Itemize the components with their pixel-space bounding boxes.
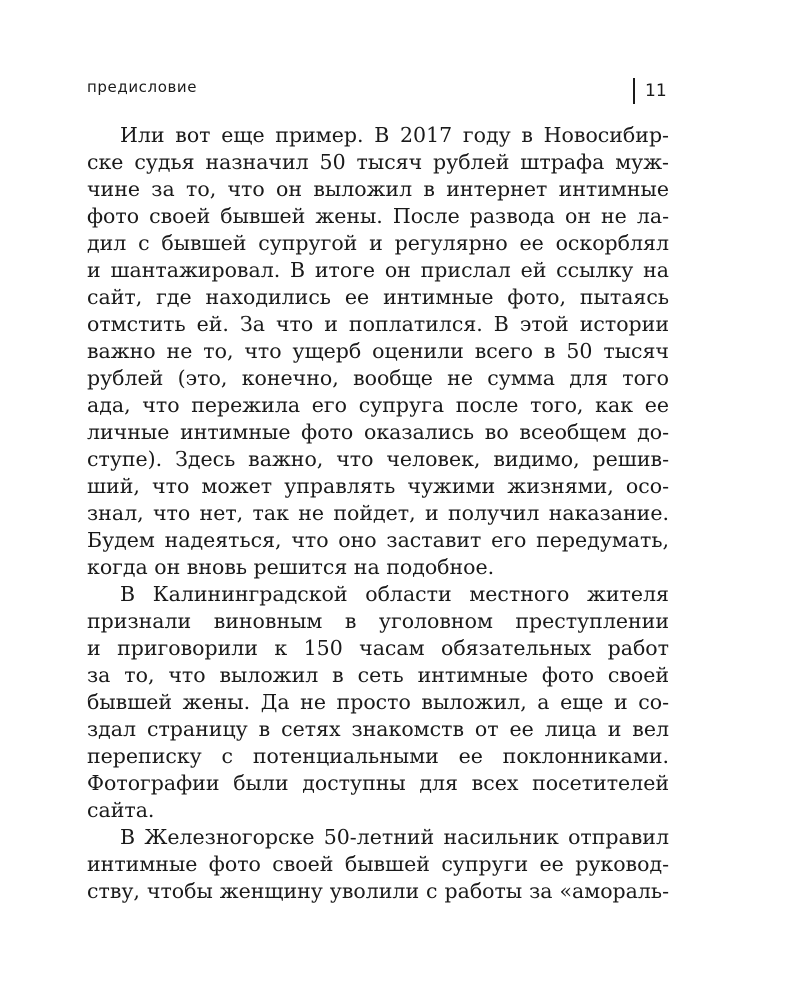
page-number-block [633, 78, 667, 104]
body-text [87, 122, 669, 905]
page-number: 11 [645, 80, 667, 101]
text-line: ству, чтобы женщину уволили с работы за «амораль- [87, 879, 669, 903]
text-line: фото своей бывшей жены. После развода он не ла- [87, 204, 669, 228]
text-line: когда он вновь решится на подобное. [87, 555, 495, 579]
text-line: знал, что нет, так не пойдет, и получил наказание. [87, 501, 669, 525]
text-line: ший, что может управлять чужими жизнями, осо- [87, 474, 669, 498]
text-line: Или вот еще пример. В 2017 году в Новосибир- [120, 123, 669, 147]
text-line: признали виновным в уголовном преступлении [87, 609, 669, 633]
text-line: рублей (это, конечно, вообще не сумма для того [87, 366, 669, 390]
text-line: В Железногорске 50-летний насильник отправил [120, 825, 669, 849]
text-line: чине за то, что он выложил в интернет интимные [87, 177, 669, 201]
text-line: и шантажировал. В итоге он прислал ей ссылку на [87, 258, 669, 282]
text-line: отмстить ей. За что и поплатился. В этой истории [87, 312, 669, 336]
text-line: ске судья назначил 50 тысяч рублей штрафа муж- [87, 150, 669, 174]
text-line: Будем надеяться, что оно заставит его передумать, [87, 528, 669, 552]
running-head-section-title: предисловие [87, 78, 198, 96]
text-line: переписку с потенциальными ее поклонниками. [87, 744, 669, 768]
text-line: и приговорили к 150 часам обязательных работ [87, 636, 669, 660]
paragraph-3 [87, 824, 669, 905]
text-line: важно не то, что ущерб оценили всего в 50 тысяч [87, 339, 669, 363]
text-line: ступе). Здесь важно, что человек, видимо, решив- [87, 447, 669, 471]
text-line: здал страницу в сетях знакомств от ее лица и вел [87, 717, 669, 741]
text-line: сайта. [87, 798, 155, 822]
text-line: бывшей жены. Да не просто выложил, а еще и со- [87, 690, 669, 714]
text-line: интимные фото своей бывшей супруги ее руковод- [87, 852, 669, 876]
text-line: сайт, где находились ее интимные фото, пытаясь [87, 285, 669, 309]
text-line: личные интимные фото оказались во всеобщем до- [87, 420, 669, 444]
text-line: дил с бывшей супругой и регулярно ее оскорблял [87, 231, 669, 255]
text-line: ада, что пережила его супруга после того, как ее [87, 393, 669, 417]
text-line: В Калининградской области местного жителя [120, 582, 669, 606]
text-line: за то, что выложил в сеть интимные фото своей [87, 663, 669, 687]
paragraph-1 [87, 122, 669, 581]
text-line: Фотографии были доступны для всех посетителей [87, 771, 669, 795]
paragraph-2 [87, 581, 669, 824]
page-number-divider [633, 78, 635, 104]
